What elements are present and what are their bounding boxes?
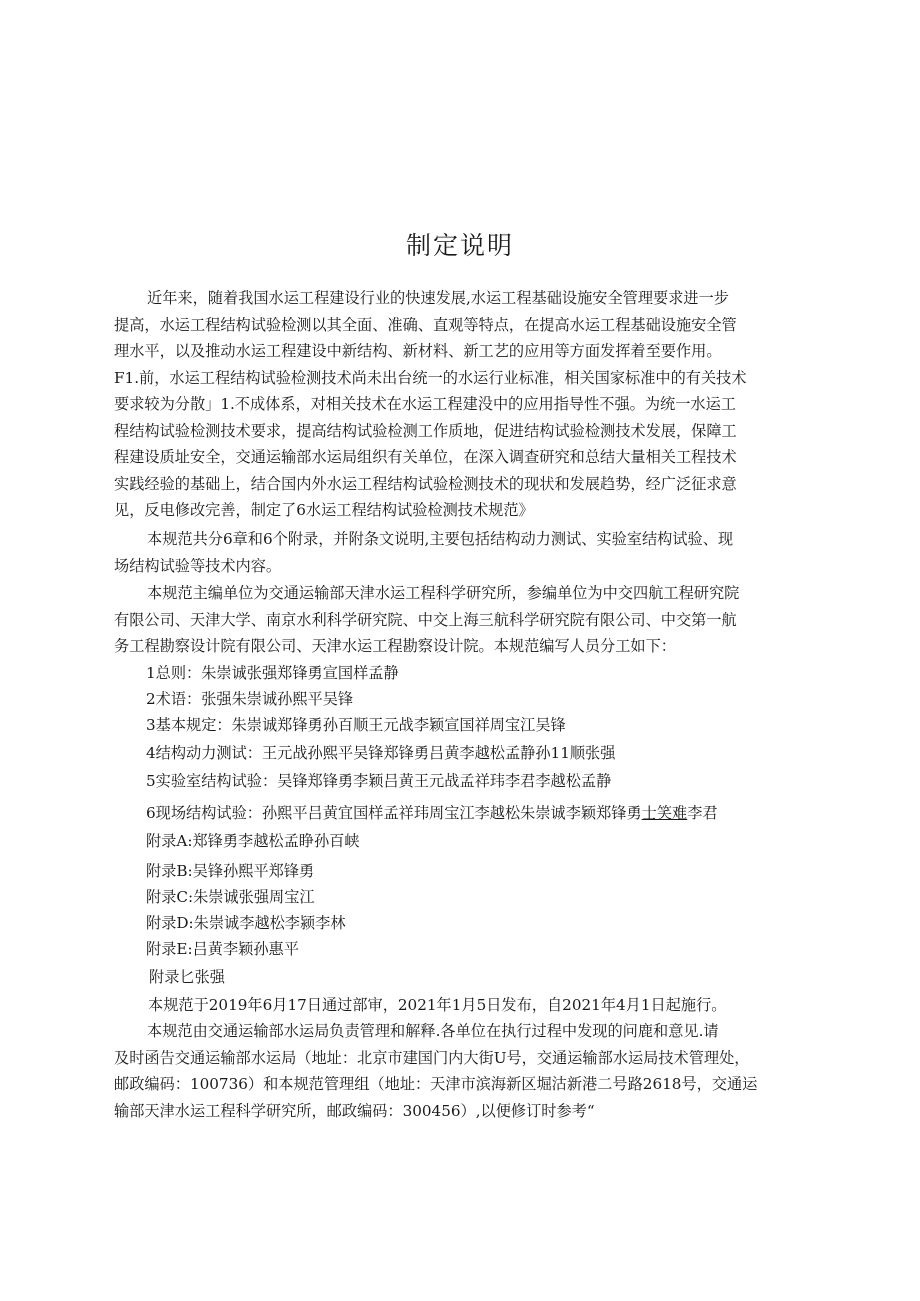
- appendix-item: 附录匕张强: [149, 968, 225, 986]
- units-paragraph: [114, 580, 808, 660]
- intro-line: 实践经验的基础上，结合国内外水运工程结构试验检测技术的现状和发展趋势，经广泛征求意: [114, 474, 737, 493]
- scope-line: 场结构试验等技术内容。: [114, 556, 282, 575]
- closing-paragraph: [114, 1018, 808, 1124]
- appendix-item: 附录B:吴锋孙熙平郑锋勇: [146, 862, 315, 880]
- intro-line: 程结构试验检测技术要求，提高结构试验检测工作质地，促进结构试验检测技术发展，保障工: [114, 421, 737, 440]
- assignment-item: [146, 800, 718, 826]
- units-line: 务工程勘察设计院有限公司、天津水运工程勘察设计院。本规范编写人员分工如下：: [114, 637, 676, 655]
- intro-line: 提高，水运工程结构试验检测以其全面、准确、直观等特点，在提高水运工程基础设施安全管: [114, 315, 737, 334]
- assignment-item: 2术语：张强朱崇诚孙熙平吴锋: [146, 690, 354, 708]
- closing-line: 及时函告交通运输部水运局（地址：北京市建国门内大街U号，交通运输部水运局技术管理处，: [114, 1048, 750, 1067]
- intro-paragraph: [114, 285, 808, 524]
- closing-line: 输部天津水运工程科学研究所，邮政编码：300456）,以便修订时参考“: [114, 1101, 595, 1120]
- intro-line: 理水平，以及推动水运工程建设中新结构、新材料、新工艺的应用等方面发挥着至要作用。: [114, 342, 722, 360]
- intro-line: 见，反电修改完善，制定了6水运工程结构试验检测技术规范》: [114, 501, 534, 519]
- appendix-item: 附录E:吕黄李颖孙惠平: [146, 940, 299, 958]
- appendix-item: 附录D:朱崇诚李越松李颍李林: [146, 914, 346, 932]
- appendix-item: 附录A:郑锋勇李越松孟睁孙百峡: [146, 832, 360, 850]
- assignment-item: 4结构动力测试：王元战孙熙平吴锋郑锋勇吕黄李越松孟静孙11顺张强: [146, 744, 616, 762]
- intro-line: F1.前，水运工程结构试验检测技术尚未出台统一的水运行业标准，相关国家标准中的有关技术: [114, 368, 747, 387]
- intro-line: 程建设质址安全，交通运输部水运局组织有关单位，在深入调查研究和总结大量相关工程技术: [114, 448, 737, 466]
- appendix-item: 附录C:朱崇诚张强周宝江: [146, 888, 315, 906]
- assignment-item: 1总则：朱崇诚张强郑锋勇宣国样孟静: [146, 664, 399, 682]
- units-line: 有限公司、天津大学、南京水利科学研究院、中交上海三航科学研究院有限公司、中交第一航: [114, 610, 737, 629]
- assignment-text: 李君: [687, 804, 718, 822]
- closing-line: 邮政编码：100736）和本规范管理组（地址：天津市滨海新区堀沽新港二号路2618号，交通运: [114, 1075, 758, 1093]
- intro-line: 近年来，随着我国水运工程建设行业的快速发展,水运工程基础设施安全管理要求进一步: [147, 289, 729, 307]
- page-title: 制定说明: [405, 231, 514, 260]
- units-line: 本规范主编单位为交通运输部天津水运工程科学研究所，参编单位为中交四航工程研究院: [147, 584, 740, 602]
- scope-line: 本规范共分6章和6个附录，并附条文说明,主要包括结构动力测试、实验室结构试验、现: [147, 530, 734, 548]
- assignment-item: 5实验室结构试验：吴锋郑锋勇李颖吕黄王元战孟祥玮李君李越松孟静: [146, 772, 612, 790]
- assignment-underlined-text: 士笑难: [641, 804, 688, 822]
- closing-line: 本规范由交通运输部水运局负责管理和解释.各单位在执行过程中发现的问鹿和意见.请: [147, 1022, 719, 1040]
- assignment-item: 3基本规定：朱崇诚郑锋勇孙百顺王元战李颖宣国祥周宝江吴锋: [146, 716, 566, 734]
- dates-line: 本规范于2019年6月17日通过部审，2021年1月5日发布，自2021年4月1日起施行。: [148, 996, 727, 1014]
- intro-line: 要求较为分散」1.不成体系，对相关技术在水运工程建没中的应用指导性不强。为统一水运工: [114, 395, 736, 413]
- assignment-text: 6现场结构试验：孙熙平吕黄宜国样孟祥玮周宝江李越松朱崇诚李颖郑锋勇: [146, 804, 642, 822]
- scope-paragraph: [114, 526, 808, 579]
